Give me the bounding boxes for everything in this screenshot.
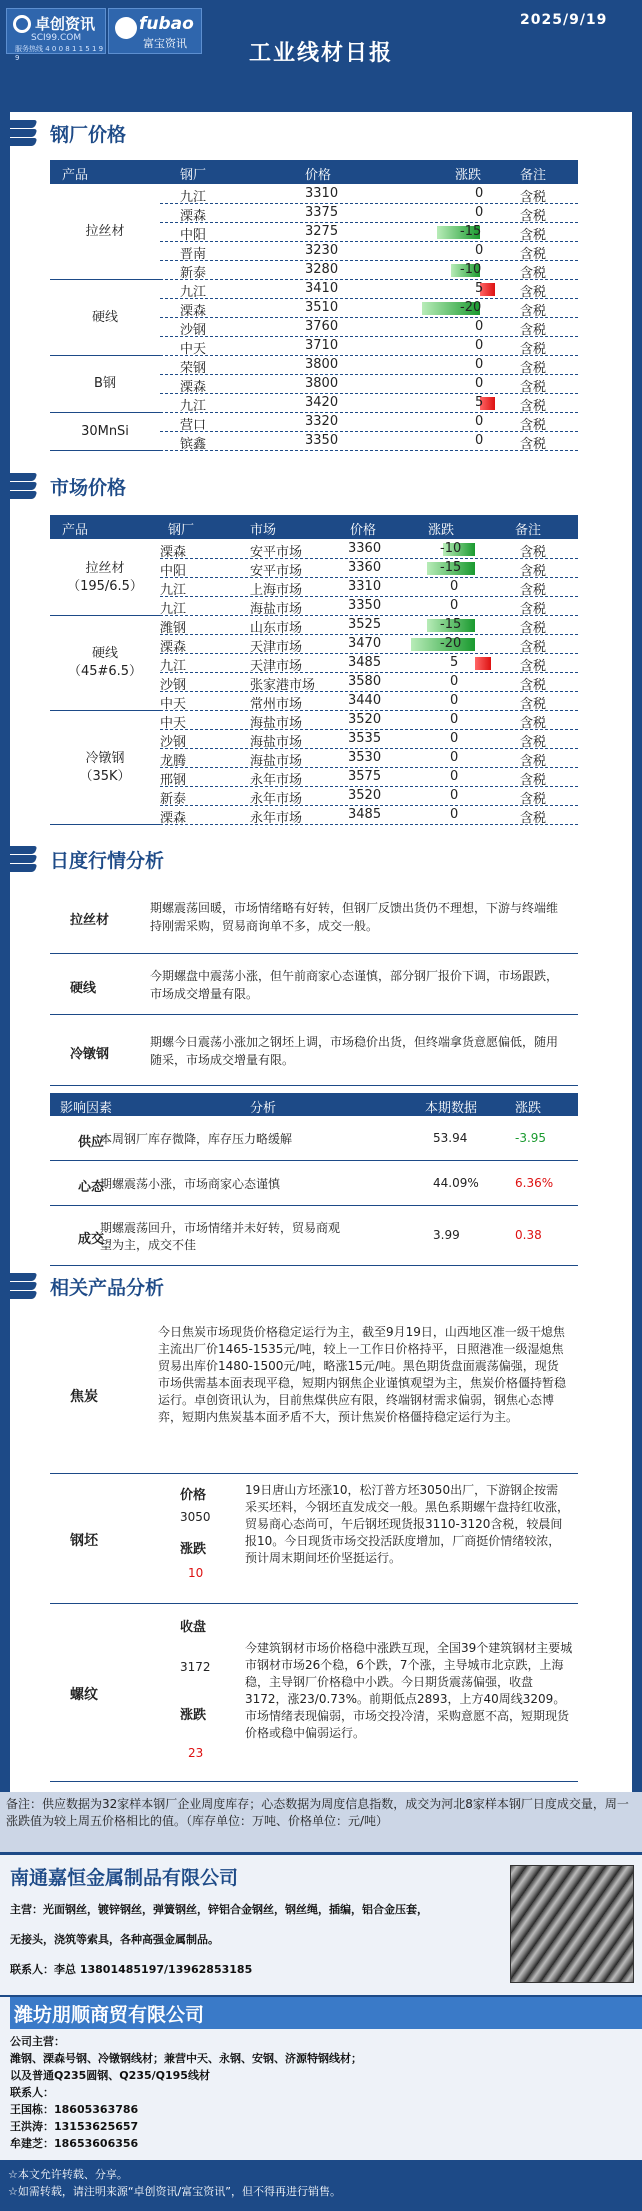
market-name: 上海市场 [250, 583, 303, 598]
remark: 含税 [520, 266, 547, 281]
change: 5 [450, 655, 459, 670]
change: -10 [460, 262, 482, 277]
price: 3510 [305, 300, 339, 315]
mill-name: 中天 [160, 697, 187, 712]
remark: 含税 [520, 602, 547, 617]
factor-name: 成交 [78, 1232, 105, 1247]
product-group: 拉丝材 [50, 185, 160, 280]
table-row [160, 597, 578, 616]
change: 0 [450, 807, 459, 822]
header-cell: 备注 [515, 523, 542, 538]
table-row [160, 768, 578, 787]
table-row [160, 559, 578, 578]
analysis-text: 期螺震荡回暖，市场情绪略有好转，但钢厂反馈出货仍不理想，下游与终端维持刚需采购，贸易商询单不多，成交一般。 [150, 901, 559, 933]
remark: 含税 [520, 418, 547, 433]
market-name: 海盐市场 [250, 735, 303, 750]
change: 0 [450, 731, 459, 746]
remark: 含税 [520, 773, 547, 788]
remark: 含税 [520, 640, 547, 655]
factor-change: 6.36% [515, 1175, 554, 1190]
change-label: 涨跌 [180, 1542, 207, 1557]
header-cell: 产品 [62, 523, 89, 538]
table-row [160, 654, 578, 673]
table-row [160, 185, 578, 204]
remark: 含税 [520, 437, 547, 452]
remark: 含税 [520, 399, 547, 414]
price: 3360 [348, 541, 382, 556]
mill-name: 溧森 [180, 304, 207, 319]
mill-name: 溧森 [160, 811, 187, 826]
ad2-line: 以及普通Q235圆钢、Q235/Q195线材 [10, 2069, 210, 2082]
price: 3350 [348, 598, 382, 613]
factor-change: 0.38 [515, 1228, 542, 1242]
factor-text: 本周钢厂库存微降，库存压力略缓解 [100, 1131, 293, 1146]
market-name: 海盐市场 [250, 602, 303, 617]
product-name: 钢坯 [70, 1533, 98, 1549]
header-cell: 产品 [62, 168, 89, 183]
price: 3580 [348, 674, 382, 689]
market-name: 永年市场 [250, 792, 303, 807]
mill-name: 中天 [160, 716, 187, 731]
price: 3520 [348, 788, 382, 803]
remark: 含税 [520, 792, 547, 807]
footnote: 备注：供应数据为32家样本钢厂企业周度库存；心态数据为周度信息指数，成交为河北8家样本钢厂日度成交量，周一涨跌值为较上周五价格相比的值。（库存单位：万吨、价格单位：元/吨） [0, 1792, 642, 1852]
mill-name: 溧森 [160, 545, 187, 560]
mill-name: 溧森 [180, 380, 207, 395]
ad2-line: 王国栋：18605363786 [10, 2103, 139, 2116]
analysis-label: 硬线 [70, 981, 97, 996]
factor-table-header [50, 1093, 578, 1116]
table-row [160, 692, 578, 711]
rise-bar [475, 657, 491, 670]
mill-table-header [50, 160, 578, 184]
change: 0 [450, 712, 459, 727]
price: 3420 [305, 395, 339, 410]
factor-value: 3.99 [433, 1228, 460, 1242]
change: -15 [440, 560, 462, 575]
remark: 含税 [520, 361, 547, 376]
factor-value: 53.94 [433, 1130, 468, 1145]
mill-name: 九江 [160, 659, 187, 674]
market-name: 安平市场 [250, 564, 303, 579]
remark: 含税 [520, 659, 547, 674]
table-row [160, 616, 578, 635]
remark: 含税 [520, 697, 547, 712]
header-cell: 涨跌 [455, 168, 482, 183]
mill-price-title-icon [2, 120, 36, 146]
mill-name: 晋南 [180, 247, 207, 262]
remark: 含税 [520, 228, 547, 243]
price: 3230 [305, 243, 339, 258]
ad2-line: 牟建芝：18653606356 [10, 2137, 139, 2150]
report-card [10, 112, 632, 1792]
remark: 含税 [520, 678, 547, 693]
group-spec: （45#6.5） [67, 664, 143, 679]
header-cell: 分析 [250, 1101, 277, 1116]
product-name: 焦炭 [70, 1389, 98, 1405]
price: 3360 [348, 560, 382, 575]
mill-name: 溧森 [160, 640, 187, 655]
factor-text: 期螺震荡回升，市场情绪并未好转，贸易商观望为主，成交不佳 [100, 1221, 341, 1252]
header-cell: 涨跌 [515, 1101, 542, 1116]
price: 3530 [348, 750, 382, 765]
mill-name: 九江 [180, 285, 207, 300]
market-name: 山东市场 [250, 621, 303, 636]
ad1-line: 无接头，浇筑等索具，各种高强金属制品。 [10, 1933, 219, 1946]
coke-block [50, 1316, 578, 1474]
price: 3800 [305, 357, 339, 372]
footer-line: ☆如需转载，请注明来源“卓创资讯/富宝资讯”，但不得再进行销售。 [8, 2185, 341, 2198]
mill-name: 沙钢 [160, 678, 187, 693]
daily-analysis-title: 日度行情分析 [50, 846, 164, 876]
market-name: 海盐市场 [250, 754, 303, 769]
product-group: B钢 [50, 356, 160, 413]
logo2-en: fubao [139, 14, 194, 34]
change: 0 [475, 319, 484, 334]
change: 0 [475, 433, 484, 448]
table-row [160, 730, 578, 749]
analysis-label: 拉丝材 [70, 913, 110, 928]
price-value: 3050 [180, 1510, 211, 1524]
change: 0 [475, 357, 484, 372]
price: 3375 [305, 205, 339, 220]
remark: 含税 [520, 380, 547, 395]
price: 3310 [305, 186, 339, 201]
table-row [160, 375, 578, 394]
mill-name: 九江 [160, 583, 187, 598]
remark: 含税 [520, 247, 547, 262]
ad2-line: 联系人： [10, 2086, 54, 2099]
change: 0 [475, 414, 484, 429]
remark: 含税 [520, 754, 547, 769]
change-value: 23 [188, 1746, 204, 1760]
change: 5 [475, 281, 484, 296]
mill-name: 潍钢 [160, 621, 187, 636]
factor-name: 供应 [78, 1134, 105, 1150]
table-row [160, 337, 578, 356]
product-group: 30MnSi [50, 413, 160, 451]
product-name: 螺纹 [70, 1687, 98, 1703]
header-cell: 钢厂 [180, 168, 207, 183]
change: 0 [475, 376, 484, 391]
change: 0 [475, 243, 484, 258]
footer-line: ☆本文允许转载、分享。 [8, 2168, 128, 2181]
price: 3800 [305, 376, 339, 391]
table-row [160, 242, 578, 261]
mill-name: 九江 [180, 399, 207, 414]
header-cell: 钢厂 [168, 523, 195, 538]
market-price-title: 市场价格 [50, 473, 126, 503]
remark: 含税 [520, 209, 547, 224]
table-row [160, 394, 578, 413]
price: 3440 [348, 693, 382, 708]
ad1-line: 联系人：李总 13801485197/13962853185 [10, 1963, 253, 1976]
factor-text: 期螺震荡小涨，市场商家心态谨慎 [100, 1176, 281, 1191]
billet-block [50, 1474, 578, 1604]
market-name: 永年市场 [250, 773, 303, 788]
header-cell: 本期数据 [425, 1101, 478, 1116]
ad2-company: 潍坊朋顺商贸有限公司 [10, 1997, 642, 2029]
logo2-cn: 富宝资讯 [143, 37, 187, 50]
change: 0 [475, 205, 484, 220]
header-cell: 价格 [305, 168, 332, 183]
ad1-line: 主营：光面钢丝，镀锌钢丝，弹簧钢丝，锌铝合金钢丝，钢丝绳，插编，铝合金压套， [10, 1903, 428, 1916]
factor-name: 心态 [78, 1179, 105, 1195]
mill-name: 溧森 [180, 209, 207, 224]
remark: 含税 [520, 285, 547, 300]
change: -15 [460, 224, 482, 239]
mill-name: 中阳 [180, 228, 207, 243]
price: 3310 [348, 579, 382, 594]
logo1-en: SCI99.COM [31, 33, 82, 43]
price: 3470 [348, 636, 382, 651]
table-row [160, 299, 578, 318]
ad2-line: 公司主营： [10, 2035, 65, 2048]
change: -15 [440, 617, 462, 632]
footer [0, 2160, 642, 2211]
mill-name: 新泰 [160, 792, 187, 807]
table-row [160, 749, 578, 768]
change: 0 [475, 338, 484, 353]
remark: 含税 [520, 190, 547, 205]
rebar-block [50, 1604, 578, 1782]
change: 0 [450, 579, 459, 594]
table-row [160, 673, 578, 692]
analysis-label: 冷镦钢 [70, 1047, 110, 1062]
table-row [160, 787, 578, 806]
table-row [160, 540, 578, 559]
market-name: 天津市场 [250, 640, 303, 655]
product-group [50, 540, 160, 616]
market-name: 天津市场 [250, 659, 303, 674]
ad-nantong [0, 1855, 642, 1995]
table-row [160, 806, 578, 825]
market-name: 常州市场 [250, 697, 303, 712]
change: 0 [450, 674, 459, 689]
mill-name: 九江 [160, 602, 187, 617]
change: 0 [450, 598, 459, 613]
price: 3760 [305, 319, 339, 334]
related-title-icon [2, 1273, 36, 1299]
remark: 含税 [520, 735, 547, 750]
remark: 含税 [520, 545, 547, 560]
ad-weifang [0, 1997, 642, 2177]
change: 0 [450, 769, 459, 784]
ad2-line: 潍钢、溧森号钢、冷镦钢线材；兼营中天、永钢、安钢、济源特钢线材； [10, 2052, 362, 2065]
mill-name: 营口 [180, 418, 207, 433]
factor-row [50, 1116, 578, 1161]
change: 0 [475, 186, 484, 201]
market-name: 海盐市场 [250, 716, 303, 731]
table-row [160, 261, 578, 280]
price: 3575 [348, 769, 382, 784]
table-row [160, 204, 578, 223]
price: 3485 [348, 655, 382, 670]
logo1-small: 服务热线 4 0 0 8 1 1 5 1 9 9 [15, 45, 104, 62]
mill-name: 中阳 [160, 564, 187, 579]
group-spec: （195/6.5） [67, 578, 143, 594]
analysis-text: 今期螺盘中震荡小涨，但午前商家心态谨慎，部分钢厂报价下调，市场跟跌，市场成交增量有限。 [150, 969, 559, 1001]
price: 3710 [305, 338, 339, 353]
change: 0 [450, 788, 459, 803]
analysis-text: 期螺今日震荡小涨加之钢坯上调，市场稳价出货，但终端拿货意愿偏低，随用随采，市场成交增量有限。 [150, 1035, 559, 1067]
price: 3280 [305, 262, 339, 277]
change: 0 [450, 693, 459, 708]
daily-analysis-title-icon [2, 846, 36, 872]
market-name: 永年市场 [250, 811, 303, 826]
group-name: 冷镦钢 [85, 750, 125, 766]
market-table-header [50, 515, 578, 539]
price: 3410 [305, 281, 339, 296]
remark: 含税 [520, 583, 547, 598]
mill-name: 九江 [180, 190, 207, 205]
related-title: 相关产品分析 [50, 1273, 164, 1303]
logo1-cn: 卓创资讯 [35, 15, 96, 33]
remark: 含税 [520, 811, 547, 826]
change: -10 [440, 541, 462, 556]
change: 5 [475, 395, 484, 410]
table-row [160, 432, 578, 451]
table-row [160, 711, 578, 730]
price: 3350 [305, 433, 339, 448]
price: 3535 [348, 731, 382, 746]
ad2-line: 王洪涛：13153625657 [10, 2120, 139, 2133]
market-price-title-icon [2, 473, 36, 499]
change: -20 [440, 636, 462, 651]
remark: 含税 [520, 564, 547, 579]
analysis-block [50, 880, 578, 954]
price: 3320 [305, 414, 339, 429]
close-label: 收盘 [180, 1620, 207, 1635]
remark: 含税 [520, 323, 547, 338]
mill-name: 邢钢 [160, 773, 187, 788]
mill-name: 中天 [180, 342, 207, 357]
table-row [160, 356, 578, 375]
table-row [160, 635, 578, 654]
group-name: 硬线 [91, 646, 118, 661]
header-cell: 价格 [350, 523, 377, 538]
market-name: 安平市场 [250, 545, 303, 560]
product-group [50, 711, 160, 825]
factor-row [50, 1161, 578, 1206]
change-value: 10 [188, 1566, 204, 1580]
product-group: 硬线 [50, 280, 160, 356]
product-group [50, 616, 160, 711]
price: 3520 [348, 712, 382, 727]
mill-name: 龙腾 [160, 754, 187, 769]
price: 3275 [305, 224, 339, 239]
table-row [160, 223, 578, 242]
remark: 含税 [520, 716, 547, 731]
analysis-block [50, 1016, 578, 1086]
header-cell: 影响因素 [60, 1101, 113, 1116]
mill-name: 荣钢 [180, 361, 207, 376]
ad1-company: 南通嘉恒金属制品有限公司 [10, 1867, 239, 1889]
table-row [160, 413, 578, 432]
header-cell: 涨跌 [428, 523, 455, 538]
factor-row [50, 1206, 578, 1266]
group-name: 拉丝材 [85, 560, 125, 576]
remark: 含税 [520, 304, 547, 319]
close-value: 3172 [180, 1660, 211, 1674]
mill-name: 镔鑫 [180, 437, 207, 452]
header-cell: 市场 [250, 523, 277, 538]
header-cell: 备注 [520, 168, 547, 183]
report-title: 工业线材日报 [248, 41, 393, 66]
change: -20 [460, 300, 482, 315]
coke-text: 今日焦炭市场现货价格稳定运行为主，截至9月19日，山西地区准一级干熄焦主流出厂价1465-1535元/吨，较上一工作日价格持平，日照港准一级湿熄焦贸易出库价1480-1500元/吨，略涨15元/吨。黑色期货盘面震荡偏强，现货市场供需基本面表现平稳，短期内钢焦企业谨慎观望为主，焦炭价格僵持暂稳运行。卓创资讯认为，目前焦煤供应有限，终端钢材需求偏弱，钢焦心态博弈，短期内焦炭基本面矛盾不大，预计焦炭价格僵持稳定运行为主。 [158, 1325, 567, 1424]
analysis-block [50, 955, 578, 1015]
price: 3485 [348, 807, 382, 822]
table-row [160, 318, 578, 337]
billet-text: 19日唐山方坯涨10，松汀普方坯3050出厂，下游钢企按需采买坯料，今钢坯直发成交一般。黑色系期螺午盘持红收涨，贸易商心态尚可，午后钢坯现货报3110-3120含税，较晨间报10。今日现货市场交投活跃度增加，厂商挺价情绪较浓，预计周末期间坯价坚挺运行。 [245, 1483, 570, 1565]
market-name: 张家港市场 [250, 678, 316, 693]
change: 0 [450, 750, 459, 765]
factor-change: -3.95 [515, 1130, 547, 1145]
group-spec: （35K） [79, 768, 131, 784]
table-row [160, 280, 578, 299]
remark: 含税 [520, 342, 547, 357]
factor-value: 44.09% [433, 1175, 479, 1190]
report-date: 2025/9/19 [520, 12, 608, 28]
price-label: 价格 [180, 1488, 207, 1503]
steel-wire-rope-image [510, 1865, 634, 1983]
table-row [160, 578, 578, 597]
mill-name: 沙钢 [180, 323, 207, 338]
remark: 含税 [520, 621, 547, 636]
rebar-text: 今建筑钢材市场价格稳中涨跌互现，全国39个建筑钢材主要城市钢材市场26个稳，6个跌，7个涨，主导城市北京跌，上海稳，主导钢厂价格稳中小跌。今日期货震荡偏强，收盘3172，涨23/0.73%。前期低点2893，上方40周线3209。市场情绪表现偏弱，市场交投冷清，采购意愿不高，短期现货价格或稳中偏弱运行。 [245, 1641, 573, 1740]
mill-price-title: 钢厂价格 [50, 120, 126, 150]
price: 3525 [348, 617, 382, 632]
change-label: 涨跌 [180, 1708, 207, 1723]
mill-name: 沙钢 [160, 735, 187, 750]
mill-name: 新泰 [180, 266, 207, 281]
